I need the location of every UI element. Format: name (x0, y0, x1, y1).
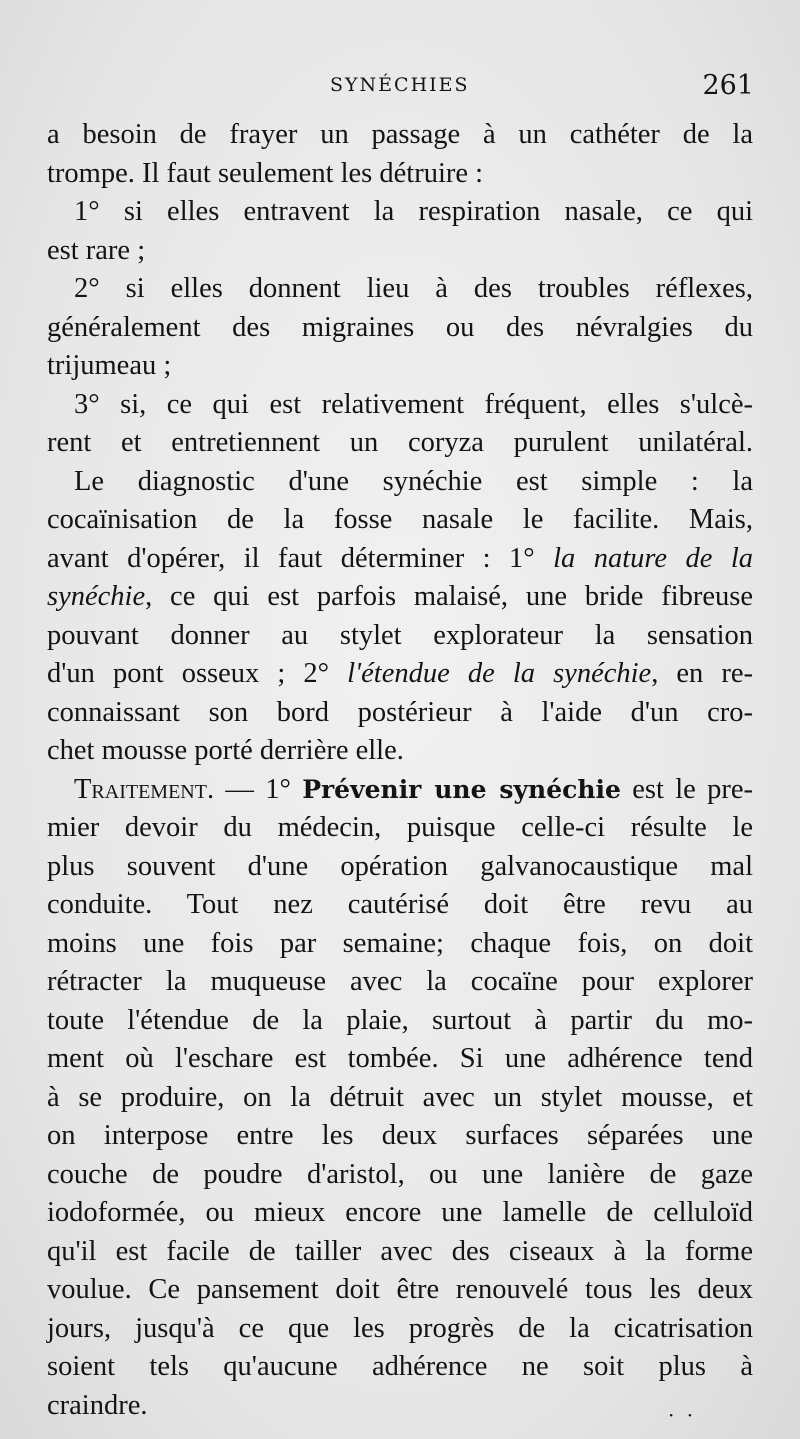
text-line (47, 1156, 753, 1195)
footer-marks: · · (668, 1403, 697, 1427)
text-run: généralement des migraines ou des névralgies du (47, 311, 753, 343)
text-line (47, 309, 753, 348)
text-run: mier devoir du médecin, puisque celle-ci résulte le (47, 812, 753, 843)
text-run: Le diagnostic d'une synéchie est simple : la (74, 465, 753, 497)
text-run: a besoin de frayer un passage à un cathéter de la (47, 119, 753, 150)
text-line (47, 1271, 753, 1310)
text-line (47, 1079, 753, 1118)
text-line (47, 1348, 753, 1387)
text-line (47, 1233, 753, 1272)
text-run: 2° si elles donnent lieu à des troubles réflexes, (74, 273, 753, 304)
text-run: est rare ; (47, 234, 146, 266)
text-run: qu'il est facile de tailler avec des ciseaux à la forme (47, 1235, 753, 1267)
text-line (47, 501, 753, 540)
text-run: pouvant donner au stylet explorateur la sensation (47, 619, 753, 651)
text-line (47, 1194, 753, 1233)
small-caps-text: Traitement. (74, 773, 215, 805)
bold-text: Prévenir une synéchie (302, 774, 621, 804)
page-header (0, 70, 800, 110)
running-title: SYNÉCHIES (330, 74, 470, 96)
text-line (47, 578, 753, 617)
text-run: rétracter la muqueuse avec la cocaïne pour explorer (47, 966, 753, 997)
text-run: à se produire, on la détruit avec un stylet mousse, et (47, 1081, 753, 1113)
text-line (47, 193, 753, 232)
text-line (47, 732, 753, 771)
text-line (47, 424, 753, 463)
text-run: d'un pont osseux ; 2° (47, 658, 348, 689)
text-run: est le pre- (620, 773, 753, 805)
text-line (47, 1310, 753, 1349)
text-line (47, 848, 753, 887)
text-run: voulue. Ce pansement doit être renouvelé tous les deux (47, 1274, 753, 1305)
text-run: , ce qui est parfois malaisé, une bride fibreuse (145, 581, 753, 612)
text-run: cocaïnisation de la fosse nasale le facilite. Mais, (47, 504, 753, 535)
text-line (47, 925, 753, 964)
text-line (47, 655, 753, 694)
italic-text: synéchie (47, 581, 146, 612)
text-run: avant d'opérer, il faut déterminer : 1° (47, 542, 554, 574)
text-run: — 1° (214, 773, 303, 805)
text-line (47, 886, 753, 925)
text-run: toute l'étendue de la plaie, surtout à partir du mo- (47, 1004, 753, 1036)
text-run: couche de poudre d'aristol, ou une lanière de gaze (47, 1158, 753, 1190)
text-line (47, 232, 753, 271)
text-run: , en re- (651, 658, 754, 689)
text-run: trijumeau ; (47, 350, 172, 381)
text-run: moins une fois par semaine; chaque fois, on doit (47, 927, 753, 959)
text-line (47, 270, 753, 309)
text-run: jours, jusqu'à ce que les progrès de la cicatrisation (47, 1312, 753, 1344)
text-line (47, 1387, 753, 1426)
page-number: 261 (702, 70, 754, 101)
text-run: connaissant son bord postérieur à l'aide d'un cro- (47, 696, 753, 728)
text-line (47, 617, 753, 656)
text-line (47, 540, 753, 579)
text-run: chet mousse porté derrière elle. (47, 735, 404, 766)
text-run: 3° si, ce qui est relativement fréquent, elles s'ulcè- (74, 388, 753, 420)
text-line (47, 155, 753, 194)
text-line (47, 1117, 753, 1156)
text-line (47, 963, 753, 1002)
text-line (47, 386, 753, 425)
text-line (47, 1040, 753, 1079)
italic-text: la nature de la (553, 542, 753, 574)
text-run: craindre. (47, 1389, 148, 1421)
text-run: on interpose entre les deux surfaces séparées une (47, 1120, 753, 1151)
text-line (47, 463, 753, 502)
text-run: conduite. Tout nez cautérisé doit être revu au (47, 889, 753, 920)
text-run: trompe. Il faut seulement les détruire : (47, 157, 484, 189)
text-line (47, 809, 753, 848)
text-line (47, 1002, 753, 1041)
text-run: 1° si elles entravent la respiration nasale, ce qui (74, 196, 753, 227)
text-line (47, 694, 753, 733)
italic-text: l'étendue de la synéchie (347, 658, 652, 689)
text-run: soient tels qu'aucune adhérence ne soit plus à (47, 1351, 753, 1382)
text-run: plus souvent d'une opération galvanocaustique mal (47, 850, 753, 882)
text-run: rent et entretiennent un coryza purulent unilatéral. (47, 427, 753, 458)
text-line (47, 771, 753, 810)
text-line (47, 116, 753, 155)
body-text (47, 116, 753, 1425)
text-run: ment où l'eschare est tombée. Si une adhérence tend (47, 1043, 753, 1074)
text-run: iodoformée, ou mieux encore une lamelle de celluloïd (47, 1197, 753, 1228)
text-line (47, 347, 753, 386)
